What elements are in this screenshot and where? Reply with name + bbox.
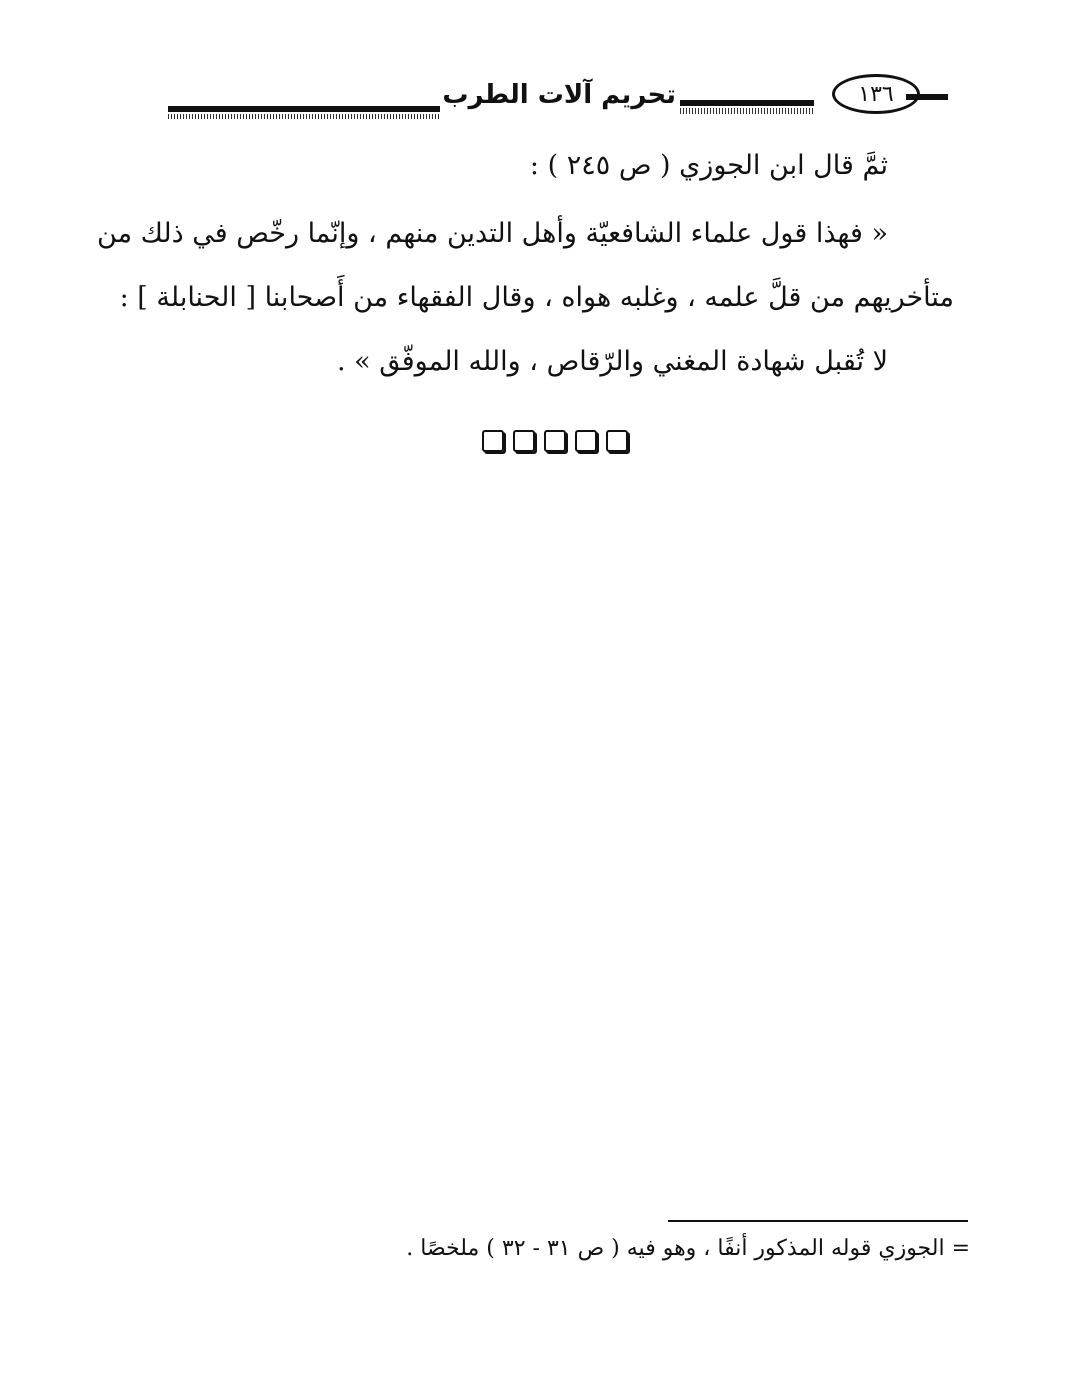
square-ornament-icon [544, 430, 566, 452]
footnote: = الجوزي قوله المذكور أنفًا ، وهو فيه ( ص ٣١ - ٣٢ ) ملخصًا . [406, 1236, 970, 1261]
body-line-2: « فهذا قول علماء الشافعيّة وأهل التدين منهم ، وإنّما رخّص في ذلك من [97, 218, 888, 249]
section-end-ornament [482, 430, 628, 452]
page-number: ١٣٦ [832, 74, 920, 114]
footnote-divider [668, 1220, 968, 1222]
body-line-4: لا تُقبل شهادة المغني والرّقاص ، والله الموفّق » . [336, 346, 888, 377]
square-ornament-icon [606, 430, 628, 452]
header-rule-left-hatch [168, 114, 440, 119]
page-header [168, 70, 948, 130]
square-ornament-icon [575, 430, 597, 452]
header-rule-middle [680, 100, 814, 106]
body-line-1: ثمَّ قال ابن الجوزي ( ص ٢٤٥ ) : [529, 150, 888, 181]
header-rule-left [168, 106, 440, 112]
header-rule-right [906, 94, 948, 100]
square-ornament-icon [482, 430, 504, 452]
square-ornament-icon [513, 430, 535, 452]
body-line-3: متأخريهم من قلَّ علمه ، وغلبه هواه ، وقال الفقهاء من أَصحابنا [ الحنابلة ] : [119, 282, 954, 313]
header-rule-middle-hatch [680, 108, 814, 114]
running-title: تحريم آلات الطرب [442, 80, 676, 110]
